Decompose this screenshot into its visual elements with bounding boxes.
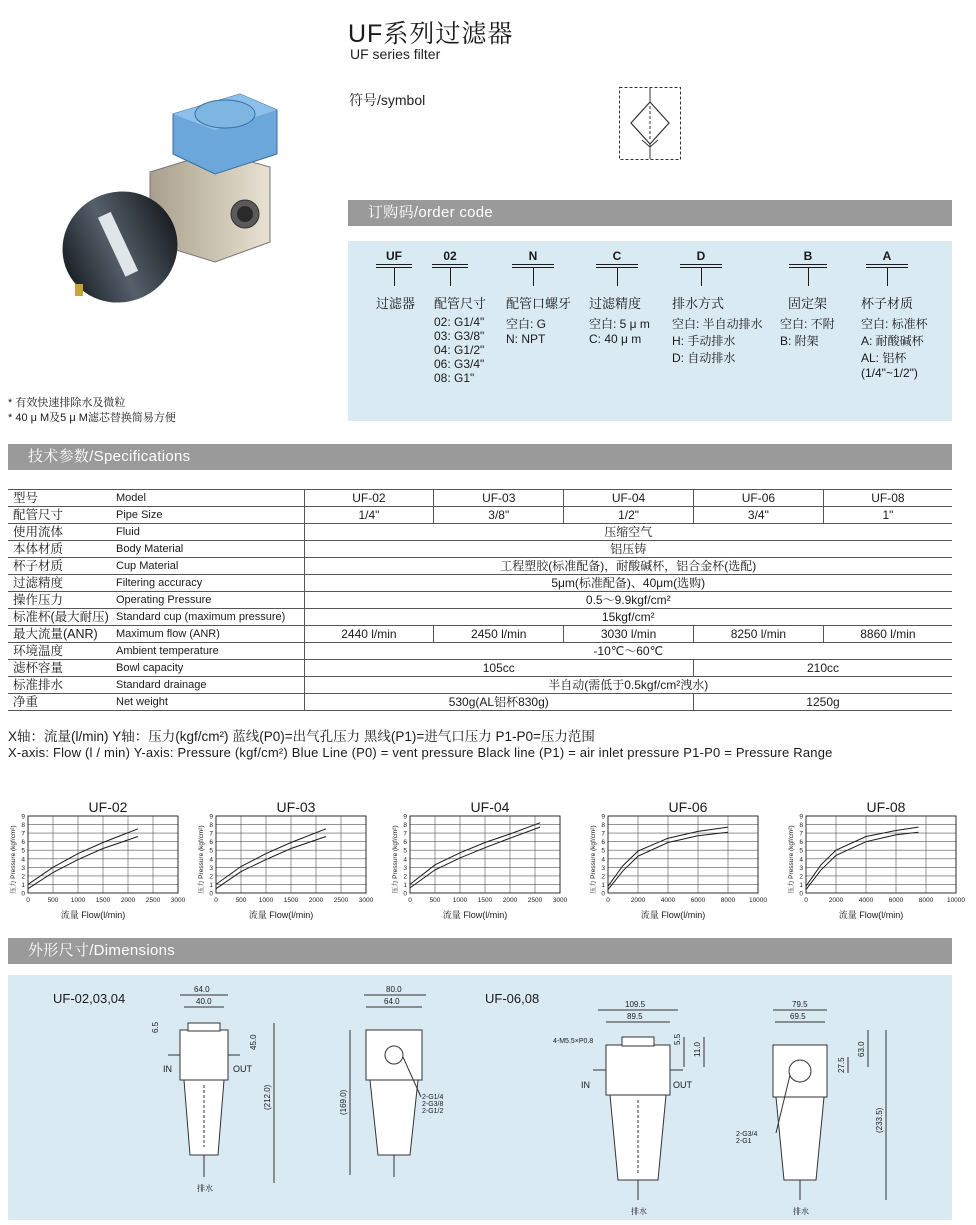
y-tick-label: 9: [799, 813, 803, 821]
order-code: 02: [443, 249, 457, 263]
spec-value: 铝压铸: [304, 541, 952, 558]
chart-title: UF-02: [88, 799, 128, 815]
order-code: C: [612, 249, 622, 263]
x-tick-label: 6000: [888, 897, 904, 904]
order-label: 配管口螺牙: [506, 296, 572, 311]
spec-label-cn: 过滤精度: [8, 575, 112, 592]
order-options: [589, 315, 650, 346]
order-label: 固定架: [788, 296, 828, 311]
y-tick-label: 0: [21, 890, 25, 898]
dim-model-large: UF-06,08: [485, 991, 540, 1006]
x-tick-label: 2000: [120, 897, 136, 904]
spec-row: [8, 592, 952, 609]
dim-model-small: UF-02,03,04: [53, 991, 126, 1006]
order-col-series: [376, 241, 412, 263]
y-axis-label: 压力 Pressure (kgf/cm²): [788, 825, 795, 894]
series-line-p1: [806, 827, 919, 886]
spec-label-cn: 使用流体: [8, 524, 112, 541]
order-options: [780, 315, 835, 349]
spec-label-en: Model: [112, 490, 304, 507]
x-tick-label: 500: [429, 897, 441, 904]
x-tick-label: 2000: [502, 897, 518, 904]
spec-value: 105cc: [304, 660, 693, 677]
x-tick-label: 10000: [946, 897, 966, 904]
x-tick-label: 1000: [70, 897, 86, 904]
spec-value: 0.5～9.9kgf/cm²: [304, 592, 952, 609]
specifications-bar: 技术参数/Specifications: [8, 444, 952, 470]
spec-label-en: Body Material: [112, 541, 304, 558]
y-tick-label: 4: [21, 856, 25, 864]
spec-row: [8, 524, 952, 541]
spec-row: [8, 660, 952, 677]
x-tick-label: 4000: [858, 897, 874, 904]
x-axis-label: 流量 Flow(l/min): [838, 910, 904, 920]
y-tick-label: 5: [403, 847, 407, 855]
chart-title: UF-08: [866, 799, 906, 815]
plot-frame: [806, 816, 956, 893]
y-tick-label: 3: [799, 864, 803, 872]
order-option: 空白: G: [506, 317, 547, 331]
page-subtitle: UF series filter: [350, 46, 441, 62]
x-axis-label: 流量 Flow(l/min): [60, 910, 126, 920]
dim-text: 109.5: [625, 1000, 646, 1009]
y-tick-label: 8: [799, 822, 803, 830]
dimensions-bar: 外形尺寸/Dimensions: [8, 938, 952, 964]
order-col-cup: [866, 241, 908, 263]
y-tick-label: 2: [21, 873, 25, 881]
x-tick-label: 0: [606, 897, 610, 904]
order-options: [434, 315, 484, 385]
plot-frame: [608, 816, 758, 893]
y-tick-label: 6: [209, 839, 213, 847]
y-tick-label: 5: [21, 847, 25, 855]
order-option: 04: G1/2": [434, 343, 485, 357]
spec-label-cn: 杯子材质: [8, 558, 112, 575]
series-line-p1: [410, 823, 540, 885]
dim-text: 63.0: [857, 1041, 866, 1057]
spec-label-cn: 操作压力: [8, 592, 112, 609]
order-code-panel: [348, 241, 952, 421]
spec-label-cn: 标准排水: [8, 677, 112, 694]
order-label: 过滤精度: [589, 296, 642, 311]
chart-svg: [390, 798, 580, 923]
order-option: 空白: 标准杯: [861, 317, 928, 331]
y-tick-label: 8: [21, 822, 25, 830]
order-options: [506, 315, 546, 346]
order-col-size: [432, 241, 468, 263]
y-tick-label: 3: [21, 864, 25, 872]
y-tick-label: 9: [601, 813, 605, 821]
series-line-p0: [216, 837, 326, 889]
spec-row: [8, 558, 952, 575]
port-text: 2-G1/2: [422, 1108, 444, 1115]
order-option: C: 40 μ m: [589, 332, 642, 346]
order-code-leader: [533, 268, 534, 286]
y-tick-label: 2: [209, 873, 213, 881]
feature-list: [8, 396, 176, 426]
x-tick-label: 10000: [748, 897, 768, 904]
y-tick-label: 2: [403, 873, 407, 881]
spec-value: 2440 l/min: [304, 626, 434, 643]
spec-row: [8, 694, 952, 711]
order-option: 空白: 不附: [780, 317, 835, 331]
y-tick-label: 3: [601, 864, 605, 872]
axis-legend-en: X-axis: Flow (l / min) Y-axis: Pressure (kgf/cm²) Blue Line (P0) = vent pressure Black line (P1) = air inlet pressure P1-P0 = Pressure Range: [8, 745, 833, 760]
in-label: IN: [163, 1064, 172, 1074]
x-tick-label: 2000: [630, 897, 646, 904]
spec-label-cn: 配管尺寸: [8, 507, 112, 524]
x-tick-label: 3000: [552, 897, 568, 904]
y-tick-label: 6: [799, 839, 803, 847]
y-tick-label: 5: [799, 847, 803, 855]
order-option: 空白: 5 μ m: [589, 317, 650, 331]
order-col-thread: [512, 241, 554, 263]
drain-label: 排水: [197, 1184, 213, 1193]
spec-value: 1/2": [564, 507, 694, 524]
spec-row: [8, 541, 952, 558]
chart-uf-06: [588, 798, 778, 923]
order-code: A: [882, 249, 892, 263]
x-tick-label: 2500: [527, 897, 543, 904]
spec-value: 1/4": [304, 507, 434, 524]
y-tick-label: 1: [21, 881, 25, 889]
x-tick-label: 2500: [333, 897, 349, 904]
order-code-leader: [887, 268, 888, 286]
dim-text: 4-M5.5×P0.8: [553, 1038, 594, 1045]
series-line-p0: [806, 832, 919, 889]
filter-symbol: [619, 87, 681, 160]
order-code-leader: [617, 268, 618, 286]
y-tick-label: 4: [209, 856, 213, 864]
dim-text: 80.0: [386, 985, 402, 994]
spec-label-cn: 最大流量(ANR): [8, 626, 112, 643]
x-tick-label: 1500: [477, 897, 493, 904]
spec-value: 530g(AL铝杯830g): [304, 694, 693, 711]
spec-label-en: Standard cup (maximum pressure): [112, 609, 304, 626]
x-tick-label: 0: [26, 897, 30, 904]
spec-label-en: Pipe Size: [112, 507, 304, 524]
spec-value: -10℃～60℃: [304, 643, 952, 660]
order-option: B: 附架: [780, 334, 819, 348]
spec-value: 1": [823, 507, 952, 524]
y-tick-label: 1: [601, 881, 605, 889]
chart-svg: [8, 798, 198, 923]
product-image: [55, 92, 285, 312]
spec-label-cn: 本体材质: [8, 541, 112, 558]
order-option: 03: G3/8": [434, 329, 485, 343]
order-option: N: NPT: [506, 332, 546, 346]
y-tick-label: 7: [403, 830, 407, 838]
order-code: N: [528, 249, 538, 263]
x-tick-label: 3000: [358, 897, 374, 904]
order-option: 08: G1": [434, 371, 475, 385]
spec-label-en: Cup Material: [112, 558, 304, 575]
spec-value: 压缩空气: [304, 524, 952, 541]
port-text: 2-G1: [736, 1138, 752, 1145]
y-tick-label: 2: [799, 873, 803, 881]
order-option: H: 手动排水: [672, 334, 736, 348]
drain-label: 排水: [793, 1207, 809, 1216]
order-option: (1/4"~1/2"): [861, 366, 918, 380]
dim-text: 27.5: [837, 1057, 846, 1073]
y-tick-label: 4: [799, 856, 803, 864]
x-tick-label: 8000: [918, 897, 934, 904]
y-tick-label: 7: [799, 830, 803, 838]
y-tick-label: 5: [209, 847, 213, 855]
port-text: 2-G1/4: [422, 1094, 444, 1101]
x-tick-label: 3000: [170, 897, 186, 904]
x-axis-label: 流量 Flow(l/min): [248, 910, 314, 920]
chart-title: UF-04: [470, 799, 510, 815]
y-tick-label: 1: [799, 881, 803, 889]
order-col-drain: [680, 241, 722, 263]
y-tick-label: 1: [209, 881, 213, 889]
dim-text: (169.0): [339, 1089, 348, 1115]
order-code: D: [696, 249, 706, 263]
spec-label-cn: 环境温度: [8, 643, 112, 660]
order-option: D: 自动排水: [672, 351, 736, 365]
spec-value: UF-03: [434, 490, 564, 507]
x-tick-label: 0: [408, 897, 412, 904]
spec-value: 3/8": [434, 507, 564, 524]
order-label: 过滤器: [376, 296, 416, 311]
order-option: AL: 铝杯: [861, 351, 907, 365]
dim-text: 64.0: [384, 997, 400, 1006]
spec-value: UF-04: [564, 490, 694, 507]
spec-row: [8, 507, 952, 524]
order-col-bracket: [789, 241, 827, 263]
order-code-leader: [450, 268, 451, 286]
y-tick-label: 8: [403, 822, 407, 830]
chart-uf-02: [8, 798, 198, 923]
order-code: B: [803, 249, 813, 263]
y-tick-label: 0: [209, 890, 213, 898]
spec-label-en: Maximum flow (ANR): [112, 626, 304, 643]
dim-text: 6.5: [151, 1021, 160, 1033]
spec-value: 8250 l/min: [693, 626, 823, 643]
chart-title: UF-03: [276, 799, 316, 815]
spec-row: [8, 643, 952, 660]
y-tick-label: 4: [403, 856, 407, 864]
order-label: 排水方式: [672, 296, 725, 311]
order-label: 杯子材质: [861, 296, 914, 311]
feature-item: * 有效快速排除水及微粒: [8, 397, 126, 409]
dim-text: 45.0: [249, 1034, 258, 1050]
chart-svg: [196, 798, 386, 923]
y-tick-label: 9: [403, 813, 407, 821]
spec-value: 8860 l/min: [823, 626, 952, 643]
series-line-p0: [28, 837, 138, 889]
x-tick-label: 0: [804, 897, 808, 904]
chart-uf-04: [390, 798, 580, 923]
spec-label-cn: 滤杯容量: [8, 660, 112, 677]
spec-value: 3030 l/min: [564, 626, 694, 643]
y-tick-label: 8: [601, 822, 605, 830]
x-tick-label: 2000: [308, 897, 324, 904]
symbol-label: 符号/symbol: [349, 92, 426, 108]
spec-table: [8, 489, 952, 711]
spec-value: 2450 l/min: [434, 626, 564, 643]
x-tick-label: 1500: [283, 897, 299, 904]
x-tick-label: 1000: [258, 897, 274, 904]
order-option: 空白: 半自动排水: [672, 317, 763, 331]
order-code-bar: 订购码/order code: [348, 200, 952, 226]
x-tick-label: 1500: [95, 897, 111, 904]
chart-svg: [786, 798, 976, 923]
order-code-leader: [394, 268, 395, 286]
y-tick-label: 7: [601, 830, 605, 838]
order-options: [861, 315, 928, 380]
spec-label-cn: 净重: [8, 694, 112, 711]
y-tick-label: 0: [799, 890, 803, 898]
out-label: OUT: [233, 1064, 252, 1074]
y-tick-label: 3: [403, 864, 407, 872]
y-axis-label: 压力 Pressure (kgf/cm²): [590, 825, 597, 894]
y-tick-label: 6: [601, 839, 605, 847]
x-tick-label: 1000: [452, 897, 468, 904]
y-axis-label: 压力 Pressure (kgf/cm²): [198, 825, 205, 894]
x-tick-label: 500: [235, 897, 247, 904]
x-tick-label: 6000: [690, 897, 706, 904]
spec-value: 1250g: [693, 694, 952, 711]
x-tick-label: 2500: [145, 897, 161, 904]
dim-text: 89.5: [627, 1012, 643, 1021]
spec-label-cn: 标准杯(最大耐压): [8, 609, 112, 626]
x-tick-label: 2000: [828, 897, 844, 904]
spec-value: 5μm(标准配备)、40μm(选购): [304, 575, 952, 592]
dim-text: (212.0): [263, 1084, 272, 1110]
spec-value: 工程塑胶(标准配备)，耐酸碱杯，铝合金杯(选配): [304, 558, 952, 575]
spec-value: UF-02: [304, 490, 434, 507]
dim-text: (233.5): [875, 1107, 884, 1133]
y-tick-label: 4: [601, 856, 605, 864]
port-text: 2-G3/8: [422, 1101, 444, 1108]
y-tick-label: 0: [601, 890, 605, 898]
chart-title: UF-06: [668, 799, 708, 815]
y-tick-label: 2: [601, 873, 605, 881]
spec-value: 3/4": [693, 507, 823, 524]
out-label: OUT: [673, 1080, 692, 1090]
x-tick-label: 4000: [660, 897, 676, 904]
spec-label-en: Ambient temperature: [112, 643, 304, 660]
x-tick-label: 0: [214, 897, 218, 904]
order-col-accuracy: [596, 241, 638, 263]
chart-svg: [588, 798, 778, 923]
spec-row: [8, 609, 952, 626]
order-option: 02: G1/4": [434, 315, 485, 329]
y-tick-label: 0: [403, 890, 407, 898]
spec-value: 210cc: [693, 660, 952, 677]
spec-label-en: Operating Pressure: [112, 592, 304, 609]
spec-row: [8, 626, 952, 643]
y-tick-label: 9: [209, 813, 213, 821]
in-label: IN: [581, 1080, 590, 1090]
spec-label-en: Standard drainage: [112, 677, 304, 694]
spec-value: 15kgf/cm²: [304, 609, 952, 626]
y-tick-label: 9: [21, 813, 25, 821]
x-axis-label: 流量 Flow(l/min): [442, 910, 508, 920]
spec-value: UF-08: [823, 490, 952, 507]
y-tick-label: 1: [403, 881, 407, 889]
y-tick-label: 3: [209, 864, 213, 872]
order-code-leader: [701, 268, 702, 286]
chart-uf-08: [786, 798, 976, 923]
order-code-leader: [808, 268, 809, 286]
drain-label: 排水: [631, 1207, 647, 1216]
axis-legend-cn: X轴：流量(l/min) Y轴：压力(kgf/cm²) 蓝线(P0)=出气孔压力 黑线(P1)=进气口压力 P1-P0=压力范围: [8, 729, 595, 744]
y-tick-label: 7: [209, 830, 213, 838]
y-tick-label: 8: [209, 822, 213, 830]
feature-item: * 40 μ M及5 μ M滤芯替换简易方便: [8, 412, 176, 424]
x-axis-label: 流量 Flow(l/min): [640, 910, 706, 920]
y-tick-label: 6: [21, 839, 25, 847]
spec-label-en: Fluid: [112, 524, 304, 541]
chart-uf-03: [196, 798, 386, 923]
page-title: UF系列过滤器: [348, 20, 514, 48]
dim-text: 40.0: [196, 997, 212, 1006]
spec-row: [8, 677, 952, 694]
order-options: [672, 315, 763, 366]
spec-label-en: Filtering accuracy: [112, 575, 304, 592]
y-tick-label: 5: [601, 847, 605, 855]
spec-label-en: Bowl capacity: [112, 660, 304, 677]
order-option: A: 耐酸碱杯: [861, 334, 924, 348]
y-tick-label: 6: [403, 839, 407, 847]
y-axis-label: 压力 Pressure (kgf/cm²): [10, 825, 17, 894]
dimension-drawings: [8, 975, 952, 1220]
x-tick-label: 8000: [720, 897, 736, 904]
dim-text: 11.0: [693, 1042, 702, 1057]
dim-text: 79.5: [792, 1000, 808, 1009]
spec-label-cn: 型号: [8, 490, 112, 507]
spec-value: 半自动(需低于0.5kgf/cm²洩水): [304, 677, 952, 694]
order-label: 配管尺寸: [434, 296, 487, 311]
series-line-p0: [410, 827, 540, 888]
order-option: 06: G3/4": [434, 357, 485, 371]
spec-label-en: Net weight: [112, 694, 304, 711]
order-code: UF: [386, 249, 402, 263]
dim-text: 5.5: [673, 1033, 682, 1045]
dimensions-panel: [8, 975, 952, 1220]
spec-value: UF-06: [693, 490, 823, 507]
x-tick-label: 500: [47, 897, 59, 904]
dim-text: 69.5: [790, 1012, 806, 1021]
spec-row: [8, 575, 952, 592]
port-text: 2-G3/4: [736, 1131, 758, 1138]
spec-row: [8, 490, 952, 507]
y-axis-label: 压力 Pressure (kgf/cm²): [392, 825, 399, 894]
dim-text: 64.0: [194, 985, 210, 994]
y-tick-label: 7: [21, 830, 25, 838]
